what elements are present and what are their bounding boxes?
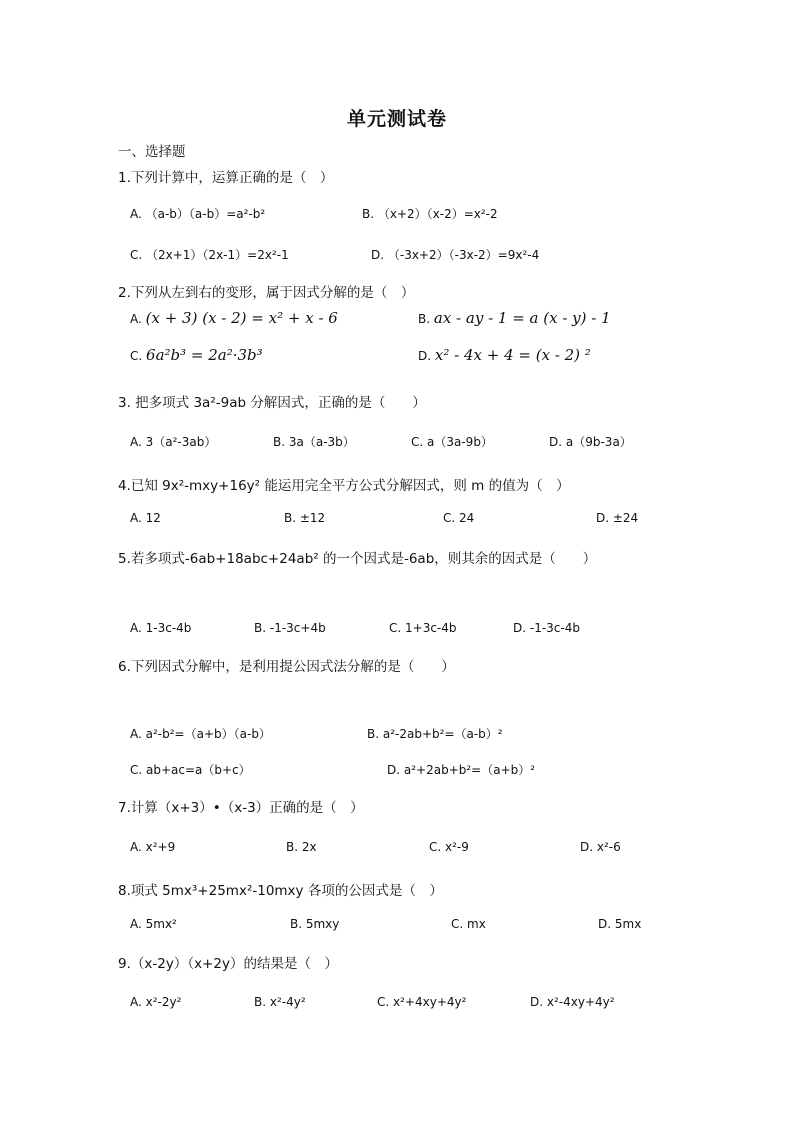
question-2-option-b-expression: ax - ay - 1 = a (x - y) - 1 xyxy=(433,309,611,327)
question-4-option-b: B. ±12 xyxy=(284,511,326,525)
question-5-option-d: D. -1-3c-4b xyxy=(513,621,580,635)
question-2-option-d-expression: x² - 4x + 4 = (x - 2) ² xyxy=(434,346,591,364)
question-3-option-c: C. a（3a-9b） xyxy=(411,435,493,449)
page-title: 单元测试卷 xyxy=(346,108,447,130)
question-2-option-b-label: B. xyxy=(418,312,431,326)
question-5-stem: 5.若多项式-6ab+18abc+24ab² 的一个因式是-6ab，则其余的因式是（ ） xyxy=(118,551,597,567)
question-7-option-c: C. x²-9 xyxy=(429,840,469,854)
question-2-option-c-expression: 6a²b³ = 2a²·3b³ xyxy=(146,346,263,364)
question-4-option-a: A. 12 xyxy=(130,511,161,525)
question-9-stem: 9.（x-2y）（x+2y）的结果是（ ） xyxy=(118,956,338,972)
question-7-option-a: A. x²+9 xyxy=(130,840,176,854)
question-1-option-a: A. （a-b）（a-b）=a²-b² xyxy=(130,207,266,221)
question-2-option-b xyxy=(418,309,611,327)
question-2-option-d-label: D. xyxy=(418,349,432,363)
question-2-option-c xyxy=(130,346,263,364)
question-2-stem: 2.下列从左到右的变形，属于因式分解的是（ ） xyxy=(118,285,415,301)
question-2-option-d xyxy=(418,346,591,364)
question-2-option-a xyxy=(130,309,338,327)
question-6-stem: 6.下列因式分解中，是利用提公因式法分解的是（ ） xyxy=(118,659,455,675)
question-5-option-a: A. 1-3c-4b xyxy=(130,621,192,635)
question-1-option-c: C. （2x+1）（2x-1）=2x²-1 xyxy=(130,248,289,262)
question-9-option-c: C. x²+4xy+4y² xyxy=(377,995,467,1009)
question-6-option-a: A. a²-b²=（a+b）（a-b） xyxy=(130,727,271,741)
question-8-option-d: D. 5mx xyxy=(598,917,642,931)
question-4-stem: 4.已知 9x²-mxy+16y² 能运用完全平方公式分解因式，则 m 的值为（ ） xyxy=(118,478,570,494)
question-3-option-d: D. a（9b-3a） xyxy=(549,435,632,449)
question-2-option-a-expression: (x + 3) (x - 2) = x² + x - 6 xyxy=(145,309,338,327)
question-4-option-c: C. 24 xyxy=(443,511,475,525)
question-3-option-a: A. 3（a²-3ab） xyxy=(130,435,217,449)
question-5-option-b: B. -1-3c+4b xyxy=(254,621,326,635)
question-8-stem: 8.项式 5mx³+25mx²-10mxy 各项的公因式是（ ） xyxy=(118,883,443,899)
question-7-stem: 7.计算（x+3）•（x-3）正确的是（ ） xyxy=(118,800,364,816)
question-9-option-b: B. x²-4y² xyxy=(254,995,306,1009)
question-8-option-c: C. mx xyxy=(451,917,486,931)
question-8-option-b: B. 5mxy xyxy=(290,917,340,931)
question-6-option-b: B. a²-2ab+b²=（a-b）² xyxy=(367,727,503,741)
question-9-option-a: A. x²-2y² xyxy=(130,995,182,1009)
question-2-option-a-label: A. xyxy=(130,312,142,326)
question-2-option-c-label: C. xyxy=(130,349,143,363)
question-1-stem: 1.下列计算中，运算正确的是（ ） xyxy=(118,170,334,186)
question-3-stem: 3. 把多项式 3a²-9ab 分解因式，正确的是（ ） xyxy=(118,395,426,411)
question-5-option-c: C. 1+3c-4b xyxy=(389,621,457,635)
question-6-option-c: C. ab+ac=a（b+c） xyxy=(130,763,251,777)
question-4-option-d: D. ±24 xyxy=(596,511,639,525)
question-3-option-b: B. 3a（a-3b） xyxy=(273,435,355,449)
question-6-option-d: D. a²+2ab+b²=（a+b）² xyxy=(387,763,536,777)
question-1-option-b: B. （x+2）（x-2）=x²-2 xyxy=(362,207,498,221)
question-7-option-b: B. 2x xyxy=(286,840,317,854)
question-7-option-d: D. x²-6 xyxy=(580,840,621,854)
section-heading: 一、选择题 xyxy=(118,144,186,160)
question-9-option-d: D. x²-4xy+4y² xyxy=(530,995,615,1009)
question-8-option-a: A. 5mx² xyxy=(130,917,177,931)
question-1-option-d: D. （-3x+2）（-3x-2）=9x²-4 xyxy=(371,248,540,262)
